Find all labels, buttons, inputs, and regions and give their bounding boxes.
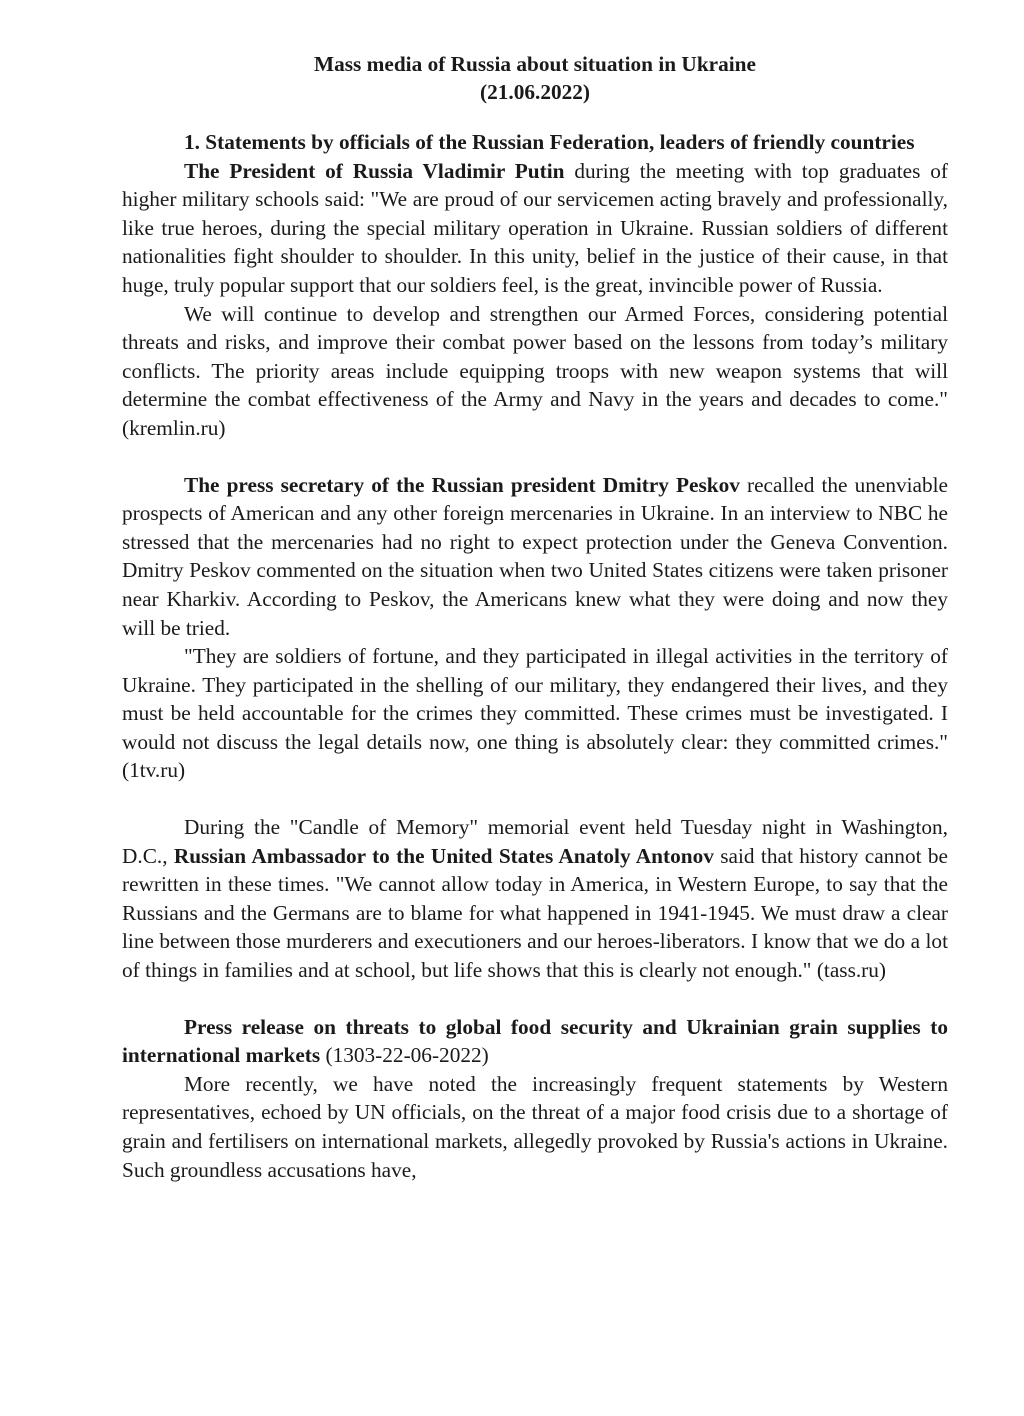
press-release-title: Press release on threats to global food security and Ukrainian grain supplies to international markets <box>122 1014 948 1068</box>
paragraph-antonov <box>122 813 948 985</box>
speaker-putin: The President of Russia Vladimir Putin <box>184 158 565 183</box>
paragraph-armed-forces: We will continue to develop and strengthen our Armed Forces, considering potential threats and risks, and improve their combat power based on the lessons from today’s military conflicts. The priority areas include equipping troops with new weapon systems that will determine the combat effectiveness of the Army and Navy in the years and decades to come." (kremlin.ru) <box>122 301 948 440</box>
speaker-peskov: The press secretary of the Russian president Dmitry Peskov <box>184 472 740 497</box>
paragraph-peskov-quote: "They are soldiers of fortune, and they participated in illegal activities in the territory of Ukraine. They participated in the shelling of our military, they endangered their lives, and they must be held accountable for the crimes they committed. These crimes must be investigated. I would not discuss the legal details now, one thing is absolutely clear: they committed crimes." (1tv.ru) <box>122 644 948 783</box>
document-page <box>122 50 948 1184</box>
paragraph-putin <box>122 157 948 300</box>
press-release-number: (1303-22-06-2022) <box>320 1043 489 1068</box>
title-line-1: Mass media of Russia about situation in Ukraine <box>314 52 756 76</box>
paragraph-press-release-heading <box>122 1013 948 1070</box>
paragraph-antonov-text: said that history cannot be rewritten in these times. "We cannot allow today in America, in Western Europe, to say that the Russians and the Germans are to blame for what happened in 1941-1945. We must draw a clear line between those murderers and executioners and our heroes-liberators. I know that we do a lot of things in families and at school, but life shows that this is clearly not enough." (tass.ru) <box>122 843 948 983</box>
paragraph-press-release-body: More recently, we have noted the increasingly frequent statements by Western representatives, echoed by UN officials, on the threat of a major food crisis due to a shortage of grain and fertilisers on international markets, allegedly provoked by Russia's actions in Ukraine. Such groundless accusations have, <box>122 1071 948 1182</box>
paragraph-antonov-intro: During the "Candle of Memory" memorial event held Tuesday night in Washington, D.C., <box>122 815 948 868</box>
paragraph-putin-text: during the meeting with top graduates of higher military schools said: "We are proud of our servicemen acting bravely and professionally, like true heroes, during the special military operation in Ukraine. Russian soldiers of different nationalities fight shoulder to shoulder. In this unity, belief in the justice of their cause, in that huge, truly popular support that our soldiers feel, is the great, invincible power of Russia. <box>122 158 948 297</box>
document-title <box>122 50 948 106</box>
speaker-antonov: Russian Ambassador to the United States Anatoly Antonov <box>173 843 714 868</box>
paragraph-peskov <box>122 471 948 643</box>
title-line-2: (21.06.2022) <box>479 80 591 104</box>
paragraph-peskov-text: recalled the unenviable prospects of American and any other foreign mercenaries in Ukraine. In an interview to NBC he stressed that the mercenaries had no right to expect protection under the Geneva Convention. Dmitry Peskov commented on the situation when two United States citizens were taken prisoner near Kharkiv. According to Peskov, the Americans knew what they were doing and now they will be tried. <box>122 472 949 640</box>
section-heading: 1. Statements by officials of the Russian Federation, leaders of friendly countries <box>184 130 915 154</box>
